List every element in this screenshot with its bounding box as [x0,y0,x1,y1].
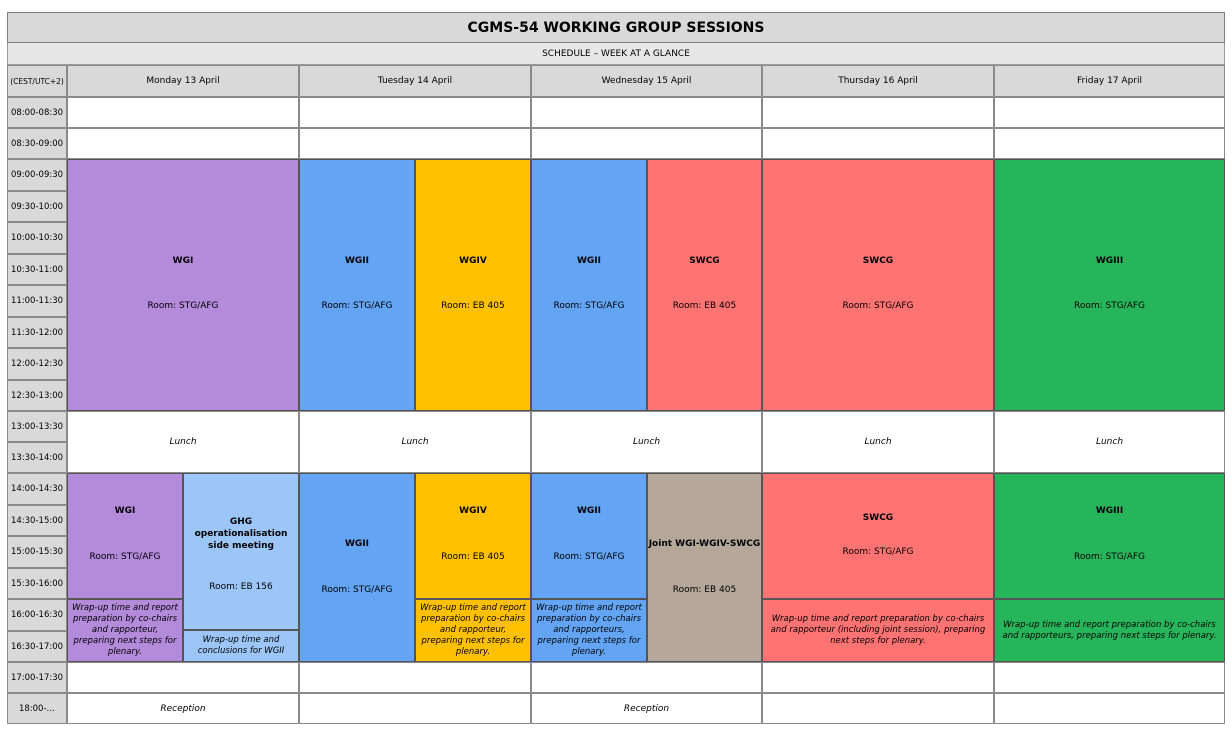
session-name: Joint WGI-WGIV-SWCG [648,539,761,549]
time-slot: 11:00-11:30 [7,285,67,317]
session-monday-afternoon-a [67,473,183,599]
time-slot: 08:00-08:30 [7,97,67,128]
empty-slot [762,97,994,128]
empty-slot [762,128,994,159]
time-slot: 14:30-15:00 [7,505,67,536]
schedule-title: CGMS-54 WORKING GROUP SESSIONS [7,12,1225,43]
schedule-subtitle: SCHEDULE – WEEK AT A GLANCE [7,43,1225,65]
session-tuesday-morning-b [415,159,531,411]
session-wednesday-morning-a [531,159,647,411]
empty-slot [67,97,299,128]
session-room: Room: STG/AFG [1073,301,1146,311]
time-slot: 12:00-12:30 [7,348,67,380]
session-room: Room: STG/AFG [89,552,161,562]
time-slot: 08:30-09:00 [7,128,67,159]
session-monday-morning [67,159,299,411]
wrapup-tuesday-b: Wrap-up time and report preparation by co-chairs and rapporteur, preparing next steps for plenary. [415,599,531,662]
session-room: Room: STG/AFG [147,301,219,311]
session-thursday-afternoon [762,473,994,599]
empty-slot [67,662,299,693]
session-name: WGI [114,506,136,516]
session-room: Room: STG/AFG [321,301,393,311]
session-room: Room: EB 405 [672,585,737,595]
empty-slot [299,128,531,159]
session-name: SWCG [862,256,894,266]
lunch-wednesday: Lunch [531,411,762,473]
lunch-monday: Lunch [67,411,299,473]
session-friday-afternoon [994,473,1225,599]
empty-slot [762,693,994,724]
reception-monday: Reception [67,693,299,724]
time-slot: 17:00-17:30 [7,662,67,693]
empty-slot [299,693,531,724]
session-name: WGII [576,256,601,266]
wrapup-monday-b: Wrap-up time and conclusions for WGII [183,630,299,662]
time-slot: 15:00-15:30 [7,536,67,568]
session-wednesday-afternoon-b [647,473,762,662]
empty-slot [531,97,762,128]
session-name: GHG operationalisation side meeting [194,517,288,551]
time-slot: 14:00-14:30 [7,473,67,505]
session-room: Room: STG/AFG [553,301,625,311]
session-name: WGIII [1095,256,1124,266]
time-slot: 16:30-17:00 [7,631,67,662]
session-name: WGIV [459,506,487,516]
session-room: Room: EB 405 [672,301,737,311]
session-name: WGIV [459,256,487,266]
lunch-tuesday: Lunch [299,411,531,473]
session-room: Room: EB 156 [209,582,273,592]
day-header-friday: Friday 17 April [994,65,1225,97]
empty-slot [67,128,299,159]
session-room: Room: EB 405 [441,301,505,311]
lunch-thursday: Lunch [762,411,994,473]
session-friday-morning [994,159,1225,411]
day-header-thursday: Thursday 16 April [762,65,994,97]
session-name: SWCG [689,256,720,266]
time-slot: 10:00-10:30 [7,222,67,254]
time-slot: 10:30-11:00 [7,254,67,285]
time-slot: 15:30-16:00 [7,568,67,599]
wrapup-thursday: Wrap-up time and report preparation by co-chairs and rapporteur (including joint session), preparing next steps for plenary. [762,599,994,662]
session-room: Room: STG/AFG [553,552,625,562]
session-room: Room: STG/AFG [842,547,914,557]
session-name: WGI [172,256,194,266]
empty-slot [531,128,762,159]
empty-slot [531,662,762,693]
time-slot: 13:00-13:30 [7,411,67,442]
session-room: Room: STG/AFG [842,301,914,311]
session-monday-afternoon-b [183,473,299,630]
session-room: Room: STG/AFG [1073,552,1146,562]
empty-slot [994,662,1225,693]
session-tuesday-afternoon-a [299,473,415,662]
time-slot: 18:00-… [7,693,67,724]
session-room: Room: EB 405 [441,552,505,562]
day-header-monday: Monday 13 April [67,65,299,97]
time-slot: 13:30-14:00 [7,442,67,473]
empty-slot [299,662,531,693]
session-thursday-morning [762,159,994,411]
session-wednesday-afternoon-a [531,473,647,599]
session-name: WGII [344,256,369,266]
time-slot: 09:00-09:30 [7,159,67,191]
time-slot: 12:30-13:00 [7,380,67,411]
day-header-wednesday: Wednesday 15 April [531,65,762,97]
session-name: WGII [576,506,601,516]
day-header-tuesday: Tuesday 14 April [299,65,531,97]
session-tuesday-morning-a [299,159,415,411]
time-slot: 09:30-10:00 [7,191,67,222]
session-name: WGII [344,539,369,549]
empty-slot [994,128,1225,159]
empty-slot [762,662,994,693]
session-name: WGIII [1095,506,1124,516]
empty-slot [994,97,1225,128]
wrapup-monday-a: Wrap-up time and report preparation by co-chairs and rapporteur, preparing next steps for plenary. [67,599,183,662]
wrapup-friday: Wrap-up time and report preparation by co-chairs and rapporteurs, preparing next steps for plenary. [994,599,1225,662]
time-slot: 16:00-16:30 [7,599,67,631]
lunch-friday: Lunch [994,411,1225,473]
reception-wednesday: Reception [531,693,762,724]
empty-slot [299,97,531,128]
timezone-header: (CEST/UTC+2) [7,65,67,97]
empty-slot [994,693,1225,724]
session-wednesday-morning-b [647,159,762,411]
session-tuesday-afternoon-b [415,473,531,599]
session-name: SWCG [862,513,894,523]
session-room: Room: STG/AFG [321,585,393,595]
time-slot: 11:30-12:00 [7,317,67,348]
wrapup-wednesday-a: Wrap-up time and report preparation by co-chairs and rapporteurs, preparing next steps for plenary. [531,599,647,662]
